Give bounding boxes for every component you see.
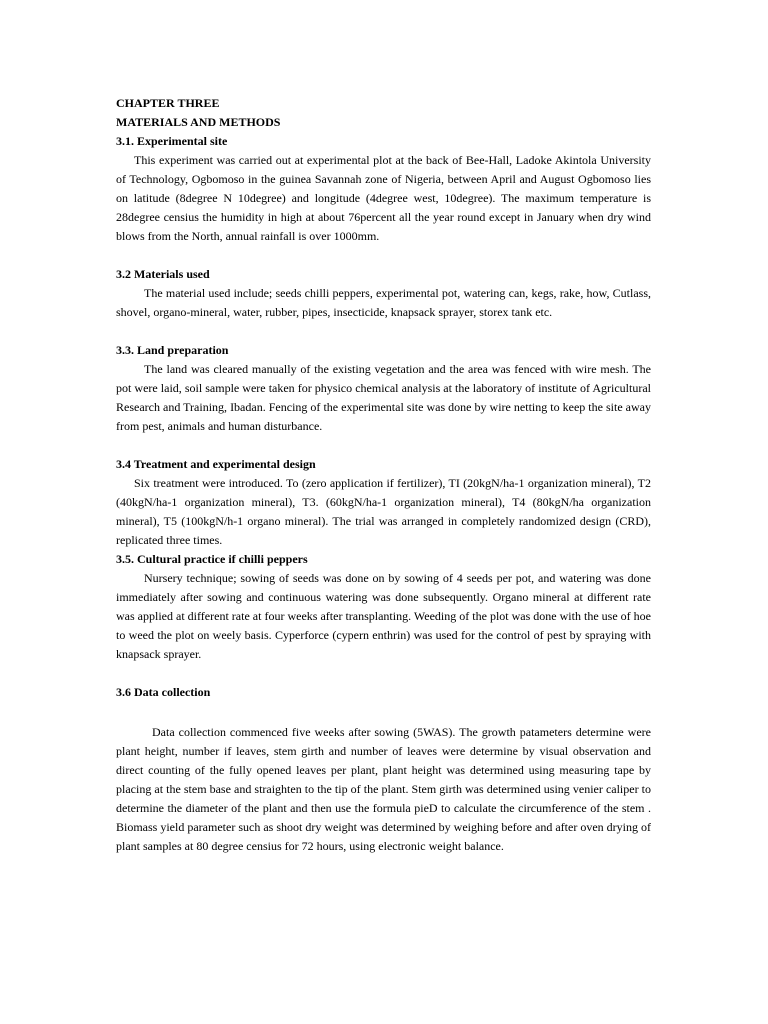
spacer [116,246,651,265]
chapter-title: CHAPTER THREE [116,96,220,110]
document-body [116,94,651,856]
spacer [116,322,651,341]
section-text-3-1: This experiment was carried out at experimental plot at the back of Bee-Hall, Ladoke Akintola University of Technology, Ogbomoso in the guinea Savannah zone of Nigeria, between April and August Ogbomoso lies on latitude (8degree N 10degree) and longitude (4degree west, 10degree). The maximum temperature is 28degree censius the humidity in high at about 76percent all the year round except in January when dry wind blows from the North, annual rainfall is over 1000mm. [116,153,651,243]
section-title: MATERIALS AND METHODS [116,115,281,129]
section-text-3-6: Data collection commenced five weeks after sowing (5WAS). The growth patameters determine were plant height, number if leaves, stem girth and number of leaves were determine by visual observation and direct counting of the fully opened leaves per plant, plant height was determined using measuring tape by placing at the stem base and straighten to the tip of the plant. Stem girth was determined using venier caliper to determine the diameter of the plant and then use the formula pieD to calculate the circumference of the stem . Biomass yield parameter such as shoot dry weight was determined by weighing before and after oven drying of plant samples at 80 degree censius for 72 hours, using electronic weight balance. [116,725,651,853]
spacer [116,702,651,723]
section-heading-3-1: 3.1. Experimental site [116,134,228,148]
section-text-3-4: Six treatment were introduced. To (zero application if fertilizer), TI (20kgN/ha-1 organization mineral), T2 (40kgN/ha-1 organization mineral), T3. (60kgN/ha-1 organization mineral), T4 (80kgN/ha organization mineral), T5 (100kgN/h-1 organo mineral). The trial was arranged in completely randomized design (CRD), replicated three times. [116,476,651,547]
section-heading-3-2: 3.2 Materials used [116,267,210,281]
section-text-3-2: The material used include; seeds chilli peppers, experimental pot, watering can, kegs, rake, how, Cutlass, shovel, organo-mineral, water, rubber, pipes, insecticide, knapsack sprayer, storex tank etc. [116,286,651,319]
section-heading-3-6: 3.6 Data collection [116,685,211,699]
spacer [116,436,651,455]
section-heading-3-5: 3.5. Cultural practice if chilli peppers [116,552,308,566]
section-text-3-5: Nursery technique; sowing of seeds was done on by sowing of 4 seeds per pot, and watering was done immediately after sowing and continuous watering was done subsequently. Organo mineral at different rate was applied at different rate at four weeks after transplanting. Weeding of the plot was done with the use of hoe to weed the plot on weely basis. Cyperforce (cypern enthrin) was used for the control of pest by spraying with knapsack sprayer. [116,571,651,661]
spacer [116,664,651,683]
section-heading-3-4: 3.4 Treatment and experimental design [116,457,316,471]
section-text-3-3: The land was cleared manually of the existing vegetation and the area was fenced with wire mesh. The pot were laid, soil sample were taken for physico chemical analysis at the laboratory of institute of Agricultural Research and Training, Ibadan. Fencing of the experimental site was done by wire netting to keep the site away from pest, animals and human disturbance. [116,362,651,433]
section-heading-3-3: 3.3. Land preparation [116,343,229,357]
